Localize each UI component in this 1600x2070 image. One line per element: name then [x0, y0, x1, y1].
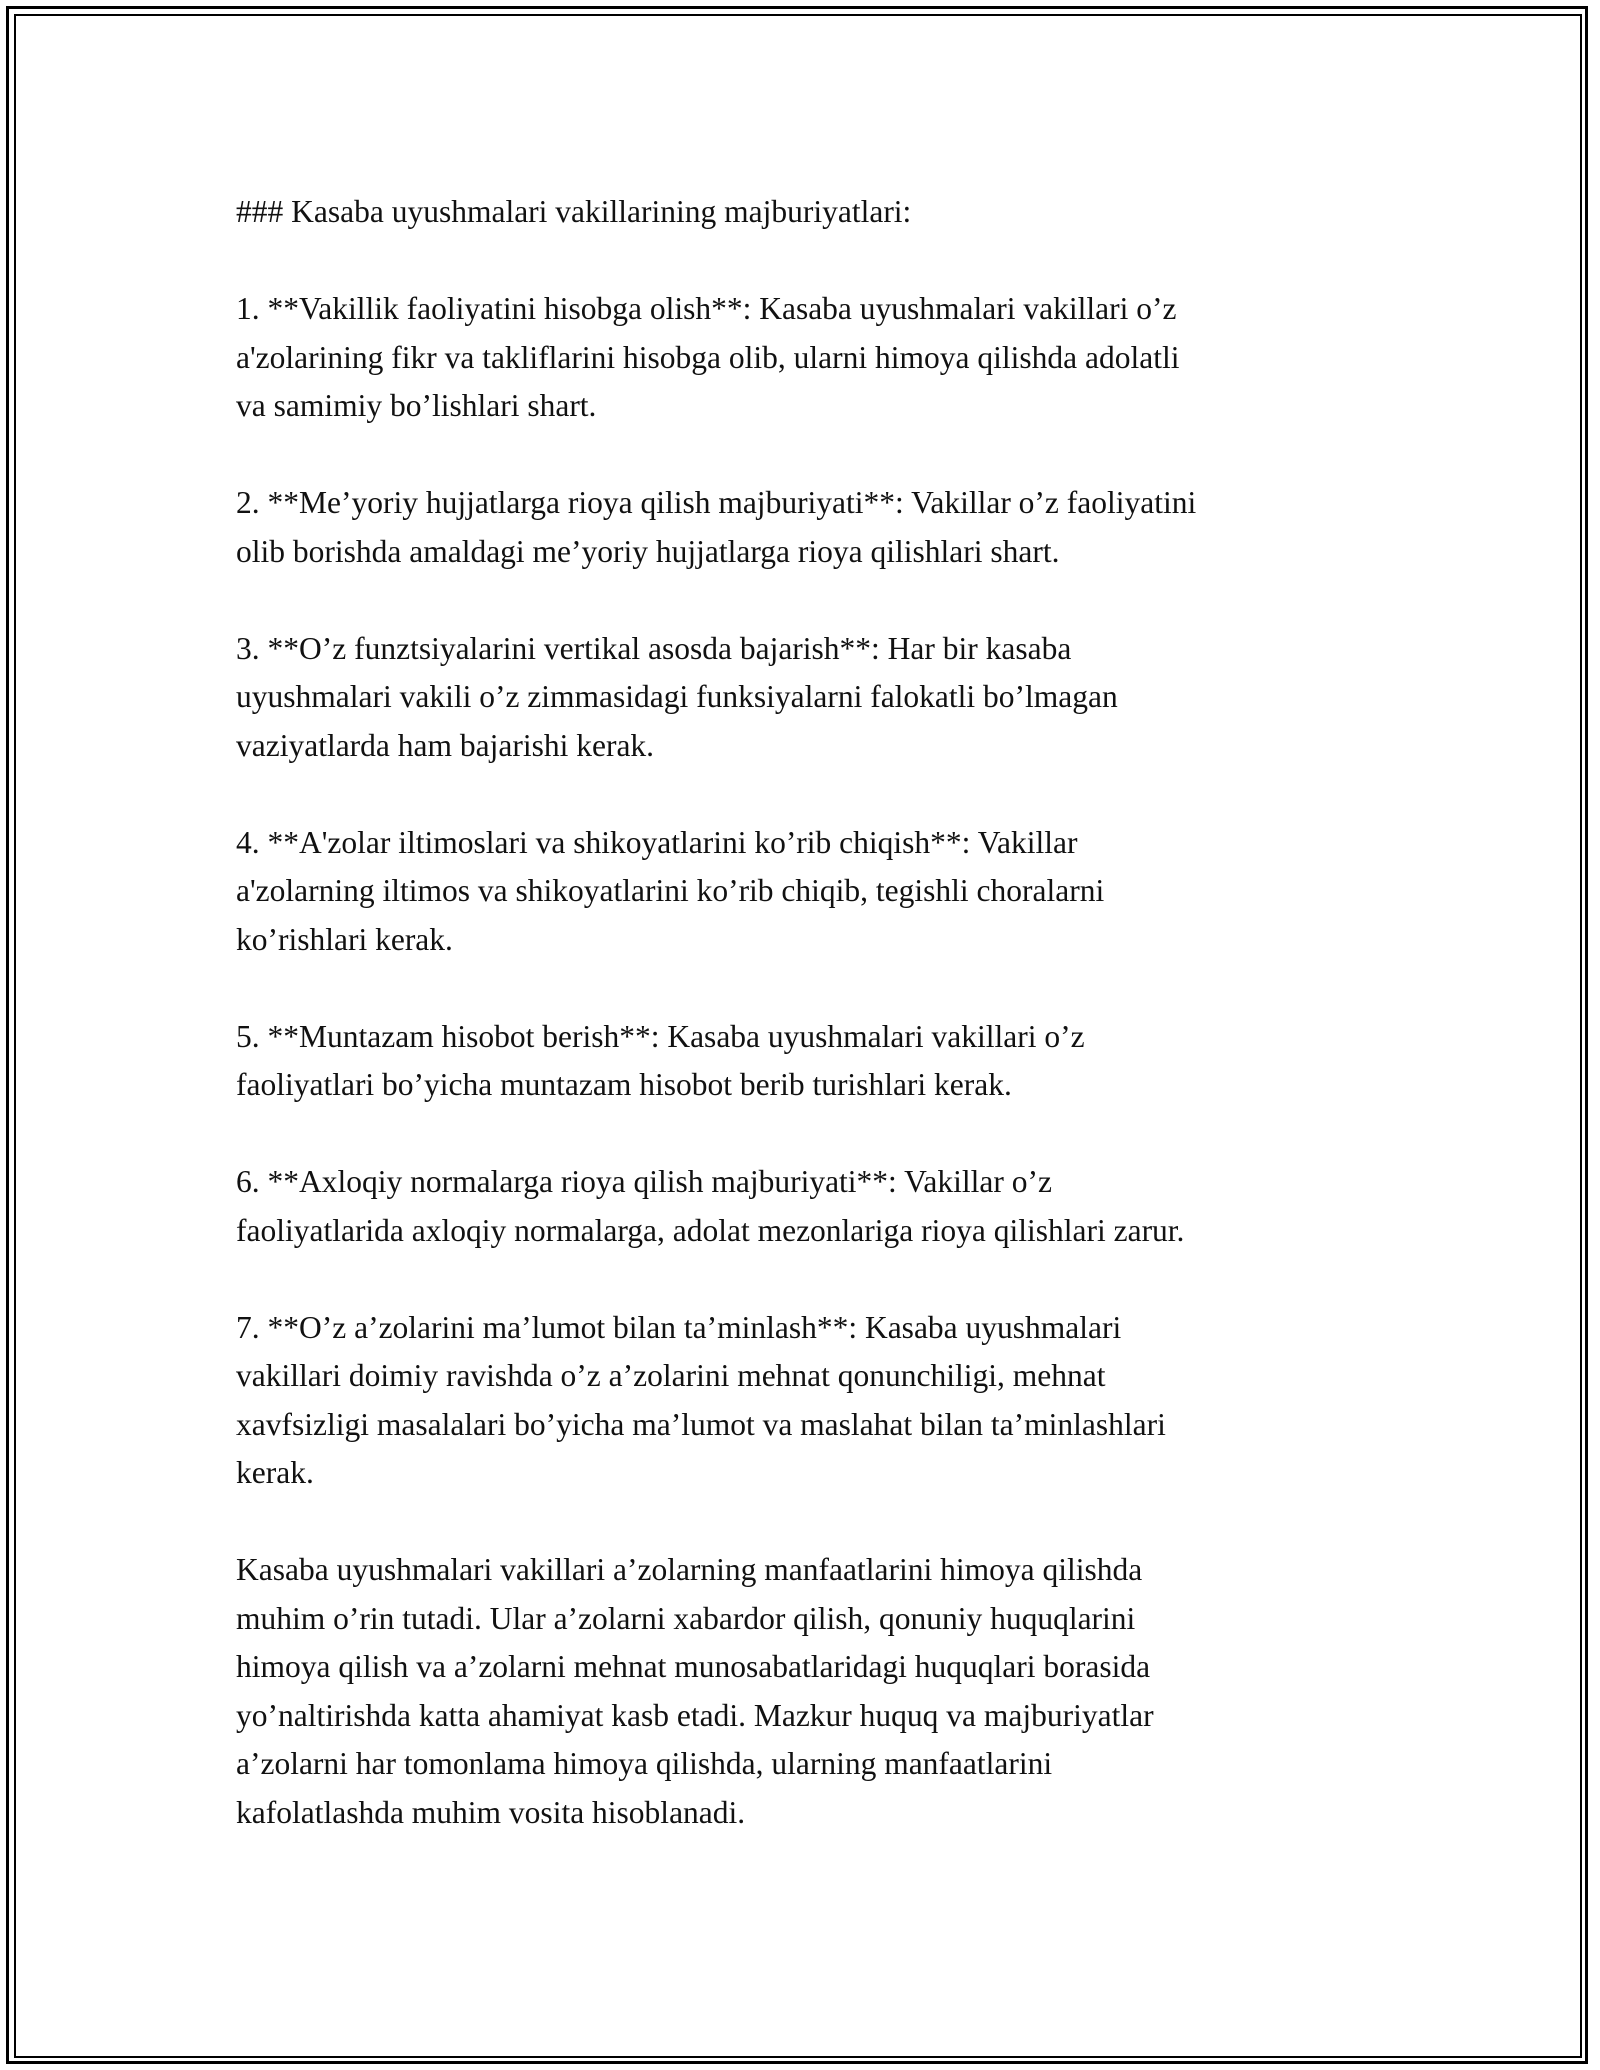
conclusion-paragraph	[236, 1546, 1386, 1837]
text-line: uyushmalari vakili o’z zimmasidagi funksiyalarni falokatli bo’lmagan	[236, 679, 1118, 714]
text-line: faoliyatlarida axloqiy normalarga, adolat mezonlariga rioya qilishlari zarur.	[236, 1212, 1185, 1248]
text-line: 7. **O’z a’zolarini ma’lumot bilan ta’minlash**: Kasaba uyushmalari	[236, 1309, 1122, 1345]
text-line: muhim o’rin tutadi. Ular a’zolarni xabardor qilish, qonuniy huquqlarini	[236, 1600, 1136, 1636]
duty-item-3	[236, 625, 1386, 771]
text-line: xavfsizligi masalalari bo’yicha ma’lumot va maslahat bilan ta’minlashlari	[236, 1406, 1166, 1442]
text-line: 1. **Vakillik faoliyatini hisobga olish**: Kasaba uyushmalari vakillari o’z	[236, 291, 1177, 326]
duty-item-2	[236, 479, 1386, 576]
text-line: a'zolarining fikr va takliflarini hisobga olib, ularni himoya qilishda adolatli	[236, 339, 1180, 375]
text-line: 6. **Axloqiy normalarga rioya qilish majburiyati**: Vakillar o’z	[236, 1164, 1052, 1199]
duty-item-4	[236, 819, 1386, 965]
text-line: kerak.	[236, 1455, 314, 1490]
text-line: himoya qilish va a’zolarni mehnat munosabatlaridagi huquqlari borasida	[236, 1649, 1151, 1684]
text-line: va samimiy bo’lishlari shart.	[236, 388, 597, 423]
text-line: vakillari doimiy ravishda o’z a’zolarini mehnat qonunchiligi, mehnat	[236, 1358, 1106, 1393]
duty-item-1	[236, 285, 1386, 431]
text-line: a'zolarning iltimos va shikoyatlarini ko’rib chiqib, tegishli choralarni	[236, 873, 1105, 908]
text-line: 3. **O’z funztsiyalarini vertikal asosda bajarish**: Har bir kasaba	[236, 630, 1072, 666]
document-body	[236, 188, 1386, 1886]
duty-item-5	[236, 1013, 1386, 1110]
text-line: faoliyatlari bo’yicha muntazam hisobot berib turishlari kerak.	[236, 1067, 1012, 1102]
text-line: 4. **A'zolar iltimoslari va shikoyatlarini ko’rib chiqish**: Vakillar	[236, 824, 1078, 860]
duty-item-6	[236, 1158, 1386, 1255]
text-line: ko’rishlari kerak.	[236, 921, 453, 957]
document-heading: ### Kasaba uyushmalari vakillarining majburiyatlari:	[236, 194, 912, 229]
text-line: yo’naltirishda katta ahamiyat kasb etadi. Mazkur huquq va majburiyatlar	[236, 1697, 1154, 1733]
duty-item-7	[236, 1304, 1386, 1498]
text-line: 2. **Me’yoriy hujjatlarga rioya qilish majburiyati**: Vakillar o’z faoliyatini	[236, 485, 1197, 520]
text-line: a’zolarni har tomonlama himoya qilishda, ularning manfaatlarini	[236, 1746, 1053, 1781]
text-line: kafolatlashda muhim vosita hisoblanadi.	[236, 1794, 746, 1830]
text-line: Kasaba uyushmalari vakillari a’zolarning manfaatlarini himoya qilishda	[236, 1552, 1143, 1587]
text-line: vaziyatlarda ham bajarishi kerak.	[236, 727, 655, 763]
text-line: olib borishda amaldagi me’yoriy hujjatlarga rioya qilishlari shart.	[236, 533, 1060, 569]
text-line: 5. **Muntazam hisobot berish**: Kasaba uyushmalari vakillari o’z	[236, 1018, 1085, 1054]
